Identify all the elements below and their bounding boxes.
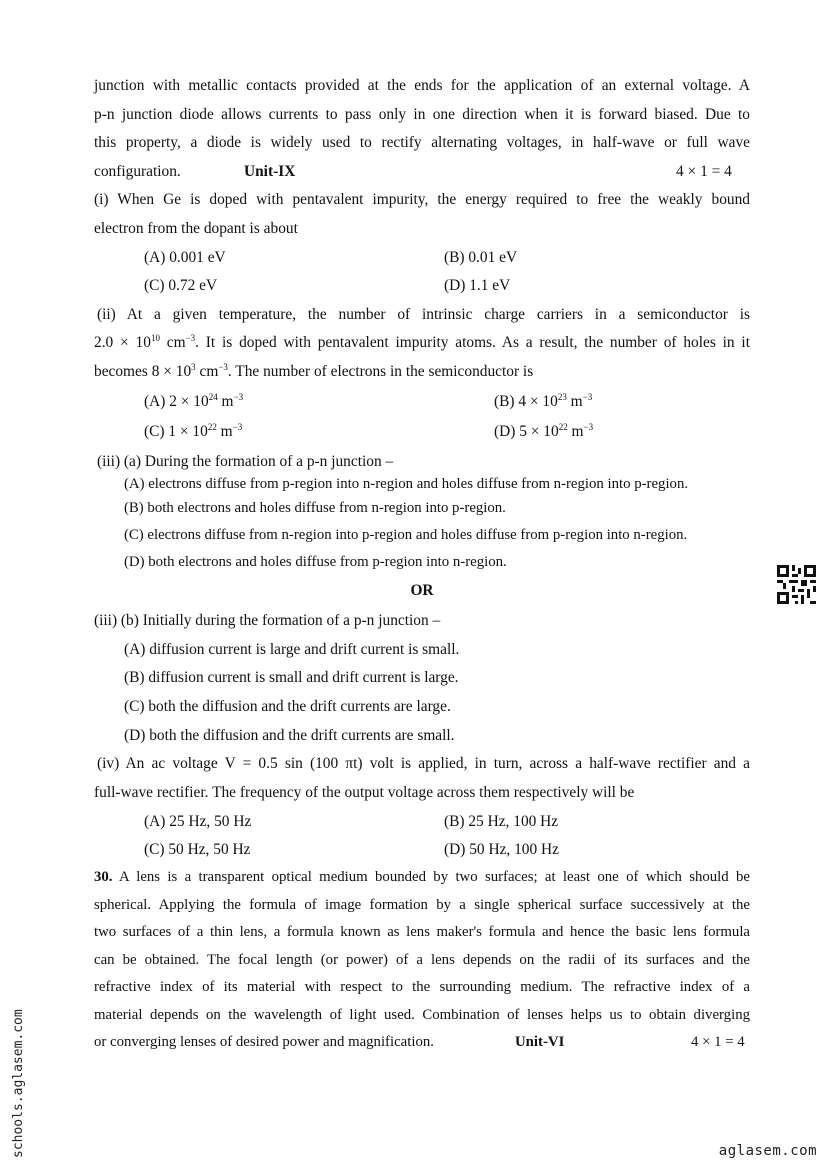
- q2-stem-c-pre: becomes 8 × 10: [94, 362, 192, 380]
- q2-option-b: (B) $4 \times 10^{23}$ $m^{-3}$: [494, 391, 593, 410]
- q1-options-row-1: [94, 244, 750, 273]
- q2-option-d: (D) $5 \times 10^{22}$ $m^{-3}$: [494, 421, 594, 440]
- q30-line-5: refractive index of its material with respect to the surrounding medium. The refractive index of a: [94, 979, 750, 996]
- q1-stem-b: electron from the dopant is about: [94, 219, 298, 237]
- q1-option-d: (D) 1.1 eV: [444, 277, 511, 295]
- q1-options-row-2: [94, 272, 750, 301]
- intro-line-4: [94, 158, 750, 187]
- q3a-option-b: (B) both electrons and holes diffuse from n-region into p-region.: [124, 499, 506, 516]
- q30-line-4: can be obtained. The focal length (or power) of a lens depends on the radii of its surfaces and the: [94, 951, 750, 968]
- qr-code-icon: [777, 565, 816, 604]
- or-separator: OR: [410, 581, 434, 599]
- q3a-option-c: (C) electrons diffuse from n-region into p-region and holes diffuse from p-region into n-region.: [124, 526, 688, 543]
- q4-options-row-1: [94, 807, 750, 836]
- q2-stem-c-post: . The number of electrons in the semiconductor is: [227, 362, 534, 380]
- q2-stem-c-exp1: 3: [191, 361, 196, 372]
- question-page: [94, 72, 750, 1057]
- q3a-stem: (iii) (a) During the formation of a p-n junction –: [97, 452, 394, 470]
- footer-watermark: aglasem.com: [718, 1143, 817, 1159]
- q2-options-row-1: [94, 387, 750, 417]
- q3b-stem: (iii) (b) Initially during the formation of a p-n junction –: [94, 612, 441, 630]
- side-watermark: schools.aglasem.com: [11, 1009, 26, 1158]
- q4-option-c: (C) 50 Hz, 50 Hz: [144, 841, 251, 859]
- q2-options-row-2: [94, 417, 750, 447]
- q2-option-c: (C) $1 \times 10^{22}$ $m^{-3}$: [144, 421, 243, 440]
- q1-option-b: (B) 0.01 eV: [444, 248, 518, 266]
- q30-line-3: two surfaces of a thin lens, a formula known as lens maker's formula and hence the basic lens formula: [94, 924, 750, 941]
- q1-option-a: (A) 0.001 eV: [144, 248, 226, 266]
- q2-stem-b-post: . It is doped with pentavalent impurity atoms. As a result, the number of holes in it: [195, 334, 750, 352]
- unit-vi-label: Unit-VI: [515, 1034, 565, 1051]
- q2-stem-b: [94, 329, 750, 358]
- q4-stem-a: (iv) An ac voltage V = 0.5 sin (100 πt) volt is applied, in turn, across a half-wave rectifier and a: [97, 755, 750, 773]
- q3b-option-a: (A) diffusion current is large and drift current is small.: [124, 640, 460, 658]
- q3b-option-b: (B) diffusion current is small and drift current is large.: [124, 669, 459, 687]
- q2-stem-c-mid: cm: [195, 362, 219, 380]
- q4-option-a: (A) 25 Hz, 50 Hz: [144, 812, 252, 830]
- unit-ix-label: Unit-IX: [244, 162, 296, 180]
- q4-option-b: (B) 25 Hz, 100 Hz: [444, 812, 559, 830]
- q3b-option-d: (D) both the diffusion and the drift currents are small.: [124, 726, 455, 744]
- q2-stem-a: (ii) At a given temperature, the number of intrinsic charge carriers in a semiconductor is: [97, 305, 750, 323]
- q1-option-c: (C) 0.72 eV: [144, 277, 218, 295]
- q3a-option-a: (A) electrons diffuse from p-region into n-region and holes diffuse from n-region into p-region.: [124, 475, 689, 492]
- q2-stem-b-exp1: 10: [150, 333, 160, 344]
- q2-option-a: (A) $2 \times 10^{24}$ $m^{-3}$: [144, 391, 244, 410]
- q30-line-1: [94, 864, 750, 892]
- q2-stem-c: [94, 358, 750, 387]
- q4-options-row-2: [94, 836, 750, 865]
- q30-line-1-text: A lens is a transparent optical medium bounded by two surfaces; at least one of which should be: [112, 869, 750, 886]
- intro-configuration: configuration.: [94, 162, 181, 180]
- q3b-option-c: (C) both the diffusion and the drift currents are large.: [124, 697, 451, 715]
- q30-line-2: spherical. Applying the formula of image formation by a single spherical surface successively at the: [94, 896, 750, 913]
- q4-stem-b: full-wave rectifier. The frequency of the output voltage across them respectively will be: [94, 783, 635, 801]
- q3a-option-d: (D) both electrons and holes diffuse from p-region into n-region.: [124, 553, 507, 570]
- q30-line-7-text: or converging lenses of desired power and magnification.: [94, 1034, 434, 1051]
- q1-stem-a: (i) When Ge is doped with pentavalent impurity, the energy required to free the weakly bound: [94, 191, 750, 209]
- q2-stem-c-exp2: −3: [218, 361, 228, 372]
- q2-stem-b-exp2: −3: [185, 333, 196, 344]
- q4-option-d: (D) 50 Hz, 100 Hz: [444, 841, 559, 859]
- q30-marks: 4 × 1 = 4: [691, 1034, 745, 1051]
- q30-number: 30.: [94, 869, 113, 886]
- intro-line-2: p-n junction diode allows currents to pass only in one direction when it is forward biased. Due to: [94, 105, 750, 123]
- intro-line-1: junction with metallic contacts provided at the ends for the application of an external voltage. A: [94, 77, 750, 94]
- q2-stem-b-pre: 2.0 × 10: [94, 334, 151, 352]
- q30-line-6: material depends on the wavelength of light used. Combination of lenses helps us to obtain diverging: [94, 1006, 750, 1023]
- q30-line-7: [94, 1029, 750, 1057]
- intro-line-3: this property, a diode is widely used to rectify alternating voltages, in half-wave or full wave: [94, 134, 750, 152]
- q2-stem-b-mid: cm: [159, 334, 186, 352]
- marks-label: 4 × 1 = 4: [676, 162, 732, 180]
